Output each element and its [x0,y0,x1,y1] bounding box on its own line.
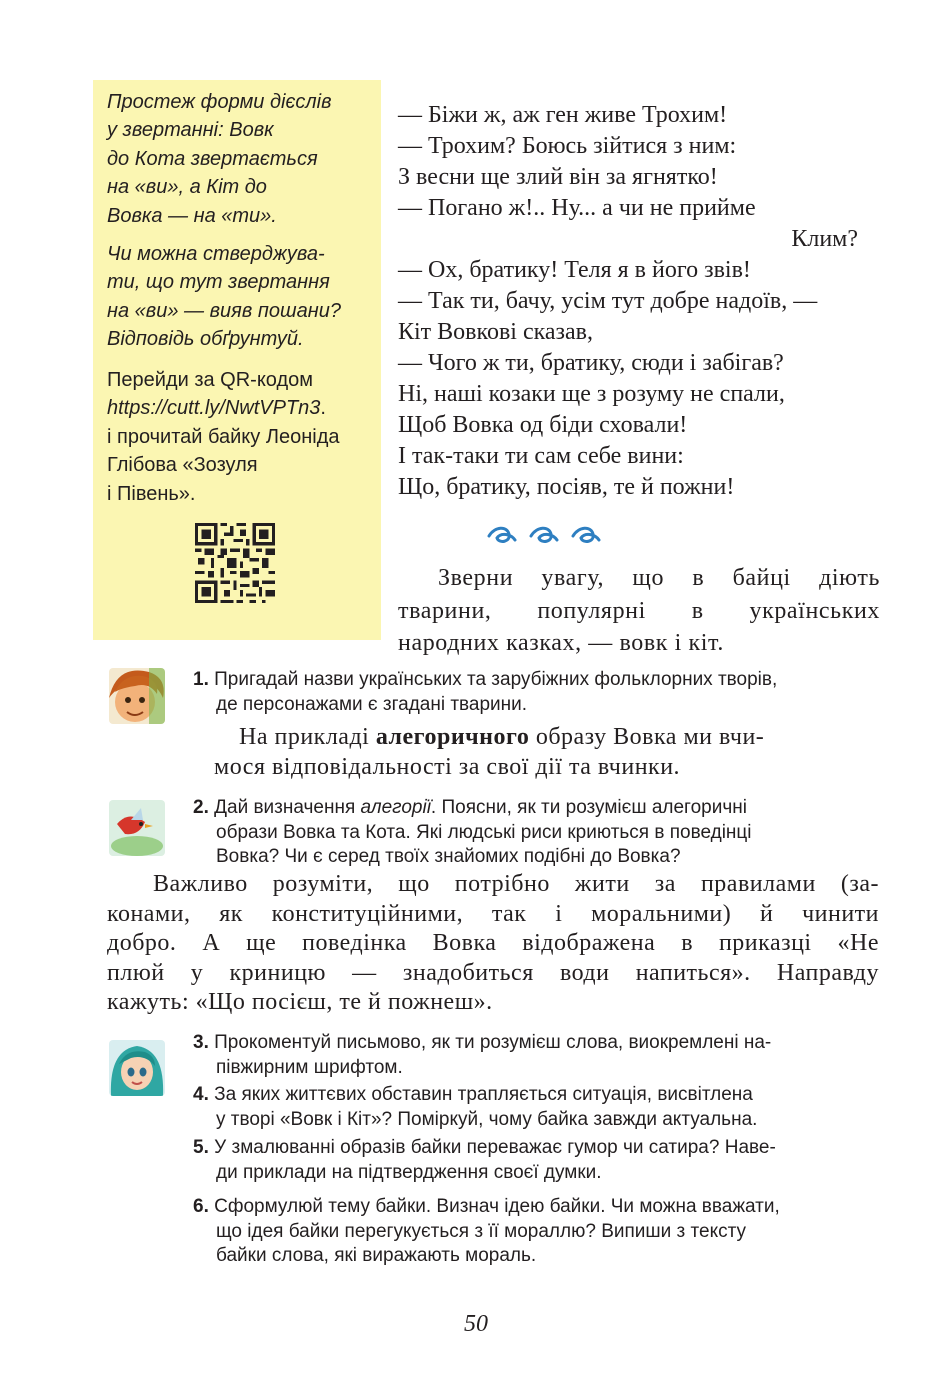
sidebar-qr-instructions: Перейди за QR-кодом https://cutt.ly/NwtVPTn3. і прочитай байку Леоніда Глібова «Зозуля і Півень». [107,366,377,508]
poem-line: І так-таки ти сам себе вини: [398,443,684,469]
task-3: 3. Прокоментуй письмово, як ти розумієш слова, виокремлені на- півжирним шрифтом. [193,1032,772,1078]
poem-line: Кіт Вовкові сказав, [398,319,594,345]
boy-avatar-icon [109,668,165,724]
poem-line: З весни ще злий він за ягнятко! [398,164,718,190]
poem-line: — Так ти, бачу, усім тут добре надоїв, — [398,288,818,314]
sidebar-line: Вовка — на «ти». [107,204,277,227]
task-2: 2. Дай визначення алегорії. Поясни, як ти розумієш алегоричні образи Вовка та Кота. Які людські риси криються в поведінці Вовка? Чи є серед твоїх знайомих подібні до Вовка? [193,797,752,867]
paragraph-line: плюй у криницю — знадобиться води напиться». Направду [107,959,879,986]
allegory-paragraph: На прикладі алегоричного образу Вовка ми вчи- мося відповідальності за свої дії та вчинки. [214,724,765,780]
task-number: 4. [193,1084,209,1105]
note-line: Зверни увагу, що в байці діють [438,565,880,591]
poem-line: — Ох, братику! Теля я в його звів! [398,257,751,283]
bold-term: алегоричного [375,724,530,750]
poem-line: Клим? [791,226,858,252]
task-number: 1. [193,669,209,690]
qr-code-icon[interactable] [195,523,275,603]
task-5: 5. У змалюванні образів байки переважає гумор чи сатира? Наве- ди приклади на підтвердження своєї думки. [193,1137,776,1183]
poem-line: — Біжи ж, аж ген живе Трохим! [398,102,728,128]
paragraph-line: добро. А ще поведінка Вовка відображена в приказці «Не [107,930,879,956]
poem-line: — Чого ж ти, братику, сюди і забігав? [398,350,784,376]
girl-avatar-icon [109,1040,165,1096]
qr-link[interactable]: https://cutt.ly/NwtVPTn3 [107,397,321,420]
sidebar-line: ти, що тут звертання [107,271,330,294]
sidebar-line: на «ви» — вияв пошани? [107,299,341,322]
poem-line: Щоб Вовка од біди сховали! [398,412,688,438]
bird-avatar-icon [109,800,165,856]
sidebar-line: Простеж форми дієслів [107,91,332,113]
paragraph-line: Важливо розуміти, що потрібно жити за правилами (за- [153,871,879,897]
poem-line: — Погано ж!.. Ну... а чи не прийме [398,195,756,221]
sidebar-line: на «ви», а Кіт до [107,176,267,199]
task-1: 1. Пригадай назви українських та зарубіжних фольклорних творів, де персонажами є згадані тварини. [193,669,778,715]
qr-text-line: і прочитай байку Леоніда [107,425,340,448]
note-paragraph [398,562,880,660]
qr-intro: Перейди за QR-кодом [107,369,314,391]
fable-poem [398,100,888,503]
note-line: народних казках, — вовк і кіт. [398,630,724,656]
paragraph-line: кажуть: «Що посієш, те й пожнеш». [107,989,493,1015]
sidebar-line: Чи можна стверджува- [107,243,325,265]
sidebar-question-2 [107,240,377,354]
task-number: 3. [193,1032,209,1053]
sidebar-question-1 [107,88,377,230]
page-number: 50 [464,1311,488,1337]
sidebar-line: у звертанні: Вовк [107,119,274,142]
task-number: 2. [193,797,209,818]
task-number: 5. [193,1137,209,1158]
qr-text-line: і Півень». [107,482,196,505]
poem-line: — Трохим? Боюсь зійтися з ним: [398,133,737,159]
paragraph-line: конами, як конституційними, так і моральними) й чинити [107,900,879,927]
note-line: тварини, популярні в українських [398,597,880,624]
ornament-divider-icon [485,522,610,548]
qr-text-line: Глібова «Зозуля [107,454,258,477]
sidebar-line: Відповідь обґрунтуй. [107,328,304,351]
poem-line: Що, братику, посіяв, те й пожни! [398,474,735,500]
task-4: 4. За яких життєвих обставин трапляється ситуація, висвітлена у творі «Вовк і Кіт»? Поміркуй, чому байка завжди актуальна. [193,1084,758,1130]
poem-line: Ні, наші козаки ще з розуму не спали, [398,381,785,407]
task-number: 6. [193,1196,209,1217]
sidebar-line: до Кота звертається [107,147,318,170]
italic-term: алегорії [360,797,431,818]
task-6: 6. Сформулюй тему байки. Визнач ідею байки. Чи можна вважати, що ідея байки перегукується з її мораллю? Випиши з тексту байки слова, які виражають мораль. [193,1196,780,1266]
important-paragraph [107,870,879,1018]
